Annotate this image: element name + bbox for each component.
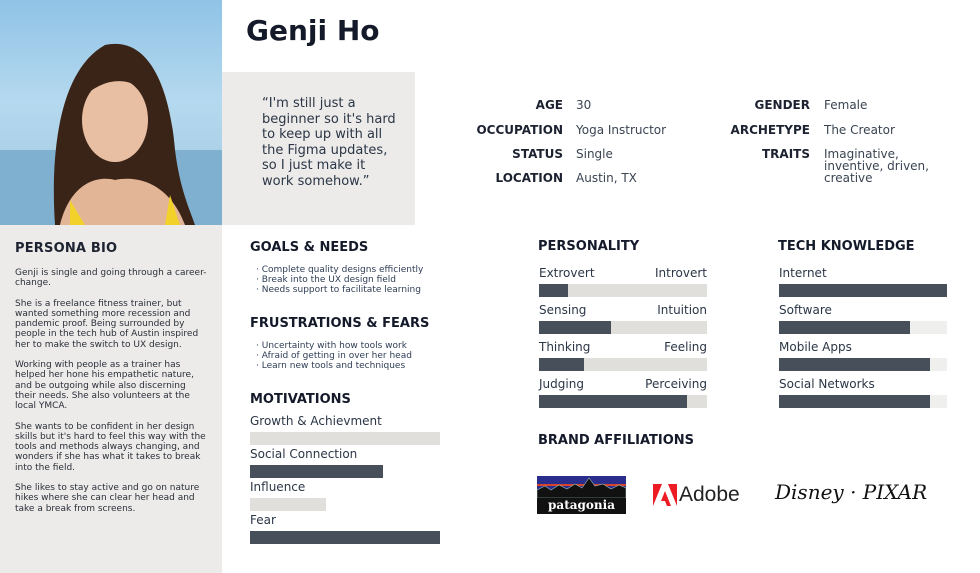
personality-title: PERSONALITY (538, 239, 640, 254)
adobe-icon (653, 484, 677, 506)
goals-title: GOALS & NEEDS (250, 240, 369, 255)
personality-bar (539, 321, 707, 334)
tech-bar-fill (779, 358, 930, 371)
gender-label: GENDER (754, 98, 810, 112)
gender-value: Female (824, 98, 868, 112)
personality-right-label: Introvert (655, 266, 707, 280)
personality-right-label: Intuition (657, 303, 707, 317)
tech-label: Social Networks (779, 377, 875, 391)
motivation-bar (250, 465, 383, 478)
personality-bar-fill (539, 284, 568, 297)
tech-bar-fill (779, 321, 910, 334)
persona-quote: “I'm still just a beginner so it's hard to keep up with all the Figma updates, so I just make it work somehow.” (222, 72, 415, 225)
location-label: LOCATION (495, 171, 563, 185)
goal-item: · Break into the UX design field (256, 275, 423, 285)
motivation-bar (250, 531, 440, 544)
age-label: AGE (535, 98, 563, 112)
goal-item: · Needs support to facilitate learning (256, 285, 423, 295)
personality-left-label: Thinking (539, 340, 591, 354)
occupation-label: OCCUPATION (476, 123, 563, 137)
traits-label: TRAITS (761, 147, 810, 161)
personality-bar-fill (539, 395, 687, 408)
tech-bar (779, 395, 947, 408)
age-value: 30 (576, 98, 592, 112)
tech-label: Internet (779, 266, 827, 280)
bio-paragraph: She likes to stay active and go on nature hikes where she can clear her head and take a break from screens. (15, 483, 200, 514)
motivation-bar (250, 432, 440, 445)
frustrations-list (256, 341, 412, 371)
patagonia-logo (537, 476, 626, 514)
adobe-logo (653, 483, 740, 507)
disney-pixar-logo: Disney · PIXAR (775, 480, 928, 504)
bio-paragraph: She wants to be confident in her design skills but it's hard to feel this way with the tools and methods always changing, and wonders if she has what it takes to break into the field. (15, 421, 206, 473)
persona-photo (0, 0, 222, 225)
bio-title: PERSONA BIO (15, 241, 118, 256)
motivation-label: Fear (250, 513, 276, 527)
bio-paragraph: Genji is single and going through a career-change. (15, 268, 207, 289)
patagonia-text: patagonia (548, 498, 615, 512)
tech-label: Software (779, 303, 832, 317)
tech-label: Mobile Apps (779, 340, 852, 354)
tech-bar-fill (779, 284, 947, 297)
brands-title: BRAND AFFILIATIONS (538, 433, 695, 448)
adobe-text: Adobe (679, 483, 740, 506)
personality-left-label: Judging (539, 377, 584, 391)
frustration-item: · Learn new tools and techniques (256, 361, 412, 371)
personality-bar (539, 284, 707, 297)
tech-bar-fill (779, 395, 930, 408)
tech-bar (779, 321, 947, 334)
motivations-title: MOTIVATIONS (250, 392, 351, 407)
frustration-item: · Afraid of getting in over her head (256, 351, 412, 361)
motivation-label: Growth & Achievment (250, 414, 382, 428)
personality-right-label: Perceiving (645, 377, 707, 391)
goal-item: · Complete quality designs efficiently (256, 265, 423, 275)
bio-paragraph: Working with people as a trainer has helped her hone his empathetic nature, and be outgoing while also discerning their needs. She also volunteers at the local YMCA. (15, 360, 194, 412)
motivation-bar (250, 498, 326, 511)
personality-right-label: Feeling (664, 340, 707, 354)
personality-left-label: Sensing (539, 303, 587, 317)
frustration-item: · Uncertainty with how tools work (256, 341, 412, 351)
tech-bar (779, 358, 947, 371)
motivation-label: Influence (250, 480, 306, 494)
personality-bar-fill (539, 358, 584, 371)
tech-title: TECH KNOWLEDGE (778, 239, 915, 254)
occupation-value: Yoga Instructor (576, 123, 667, 137)
personality-bar-fill (539, 321, 611, 334)
persona-name: Genji Ho (246, 14, 380, 47)
frustrations-title: FRUSTRATIONS & FEARS (250, 316, 430, 331)
traits-value: Imaginative, inventive, driven, creative (824, 147, 929, 185)
status-value: Single (576, 147, 613, 161)
status-label: STATUS (512, 147, 563, 161)
location-value: Austin, TX (576, 171, 637, 185)
motivation-label: Social Connection (250, 447, 358, 461)
personality-bar (539, 395, 707, 408)
goals-list (256, 265, 423, 295)
personality-left-label: Extrovert (539, 266, 595, 280)
persona-bio (0, 225, 222, 573)
archetype-value: The Creator (824, 123, 895, 137)
bio-paragraph: She is a freelance fitness trainer, but wanted something more recession and pandemic proof. Being surrounded by people in the tech hub of Austin inspired her to make the switch to UX design. (15, 298, 199, 350)
personality-bar (539, 358, 707, 371)
archetype-label: ARCHETYPE (730, 123, 810, 137)
tech-bar (779, 284, 947, 297)
